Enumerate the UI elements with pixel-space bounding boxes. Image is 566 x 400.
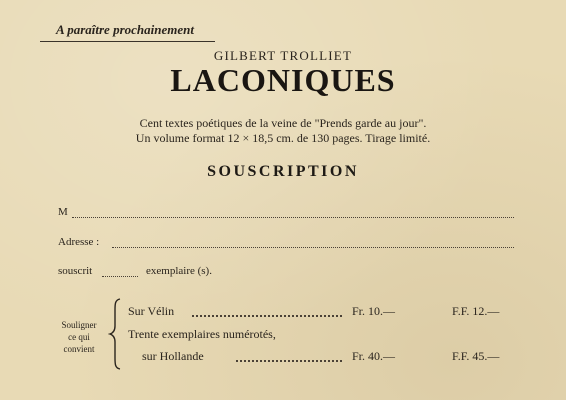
name-label: M <box>58 206 68 218</box>
author-name: GILBERT TROLLIET <box>213 48 353 63</box>
subscribe-label: souscrit <box>58 265 93 277</box>
option-hollande-line-1[interactable]: Trente exemplaires numérotés, <box>128 327 276 341</box>
brace-icon <box>108 298 124 370</box>
description-line-1: Cent textes poétiques de la veine de "Prends garde au jour". <box>139 116 427 130</box>
announcement: A paraître prochainement <box>56 22 194 37</box>
description-line-2: Un volume format 12 × 18,5 cm. de 130 pages. Tirage limité. <box>135 131 431 145</box>
copies-label: exemplaire (s). <box>146 265 212 277</box>
copies-count-field[interactable] <box>102 275 138 277</box>
address-field[interactable] <box>112 246 514 248</box>
hollande-price-ff: F.F. 45.— <box>452 349 500 363</box>
option-hollande-line-2[interactable]: sur Hollande <box>142 349 204 363</box>
form-heading: SOUSCRIPTION <box>207 163 359 180</box>
announcement-underline <box>40 41 215 42</box>
note-line-1: Souligner <box>61 320 97 330</box>
underline-note <box>56 319 102 355</box>
hollande-price-fr: Fr. 40.— <box>352 349 396 363</box>
address-label: Adresse : <box>58 236 100 248</box>
name-field[interactable] <box>72 216 514 218</box>
note-line-3: convient <box>63 344 95 354</box>
velin-price-fr: Fr. 10.— <box>352 304 396 318</box>
hollande-leader <box>236 359 342 362</box>
option-velin-label[interactable]: Sur Vélin <box>128 304 175 318</box>
book-title: LACONIQUES <box>170 62 396 98</box>
velin-price-ff: F.F. 12.— <box>452 304 500 318</box>
note-line-2: ce qui <box>68 332 90 342</box>
velin-leader <box>192 314 342 317</box>
